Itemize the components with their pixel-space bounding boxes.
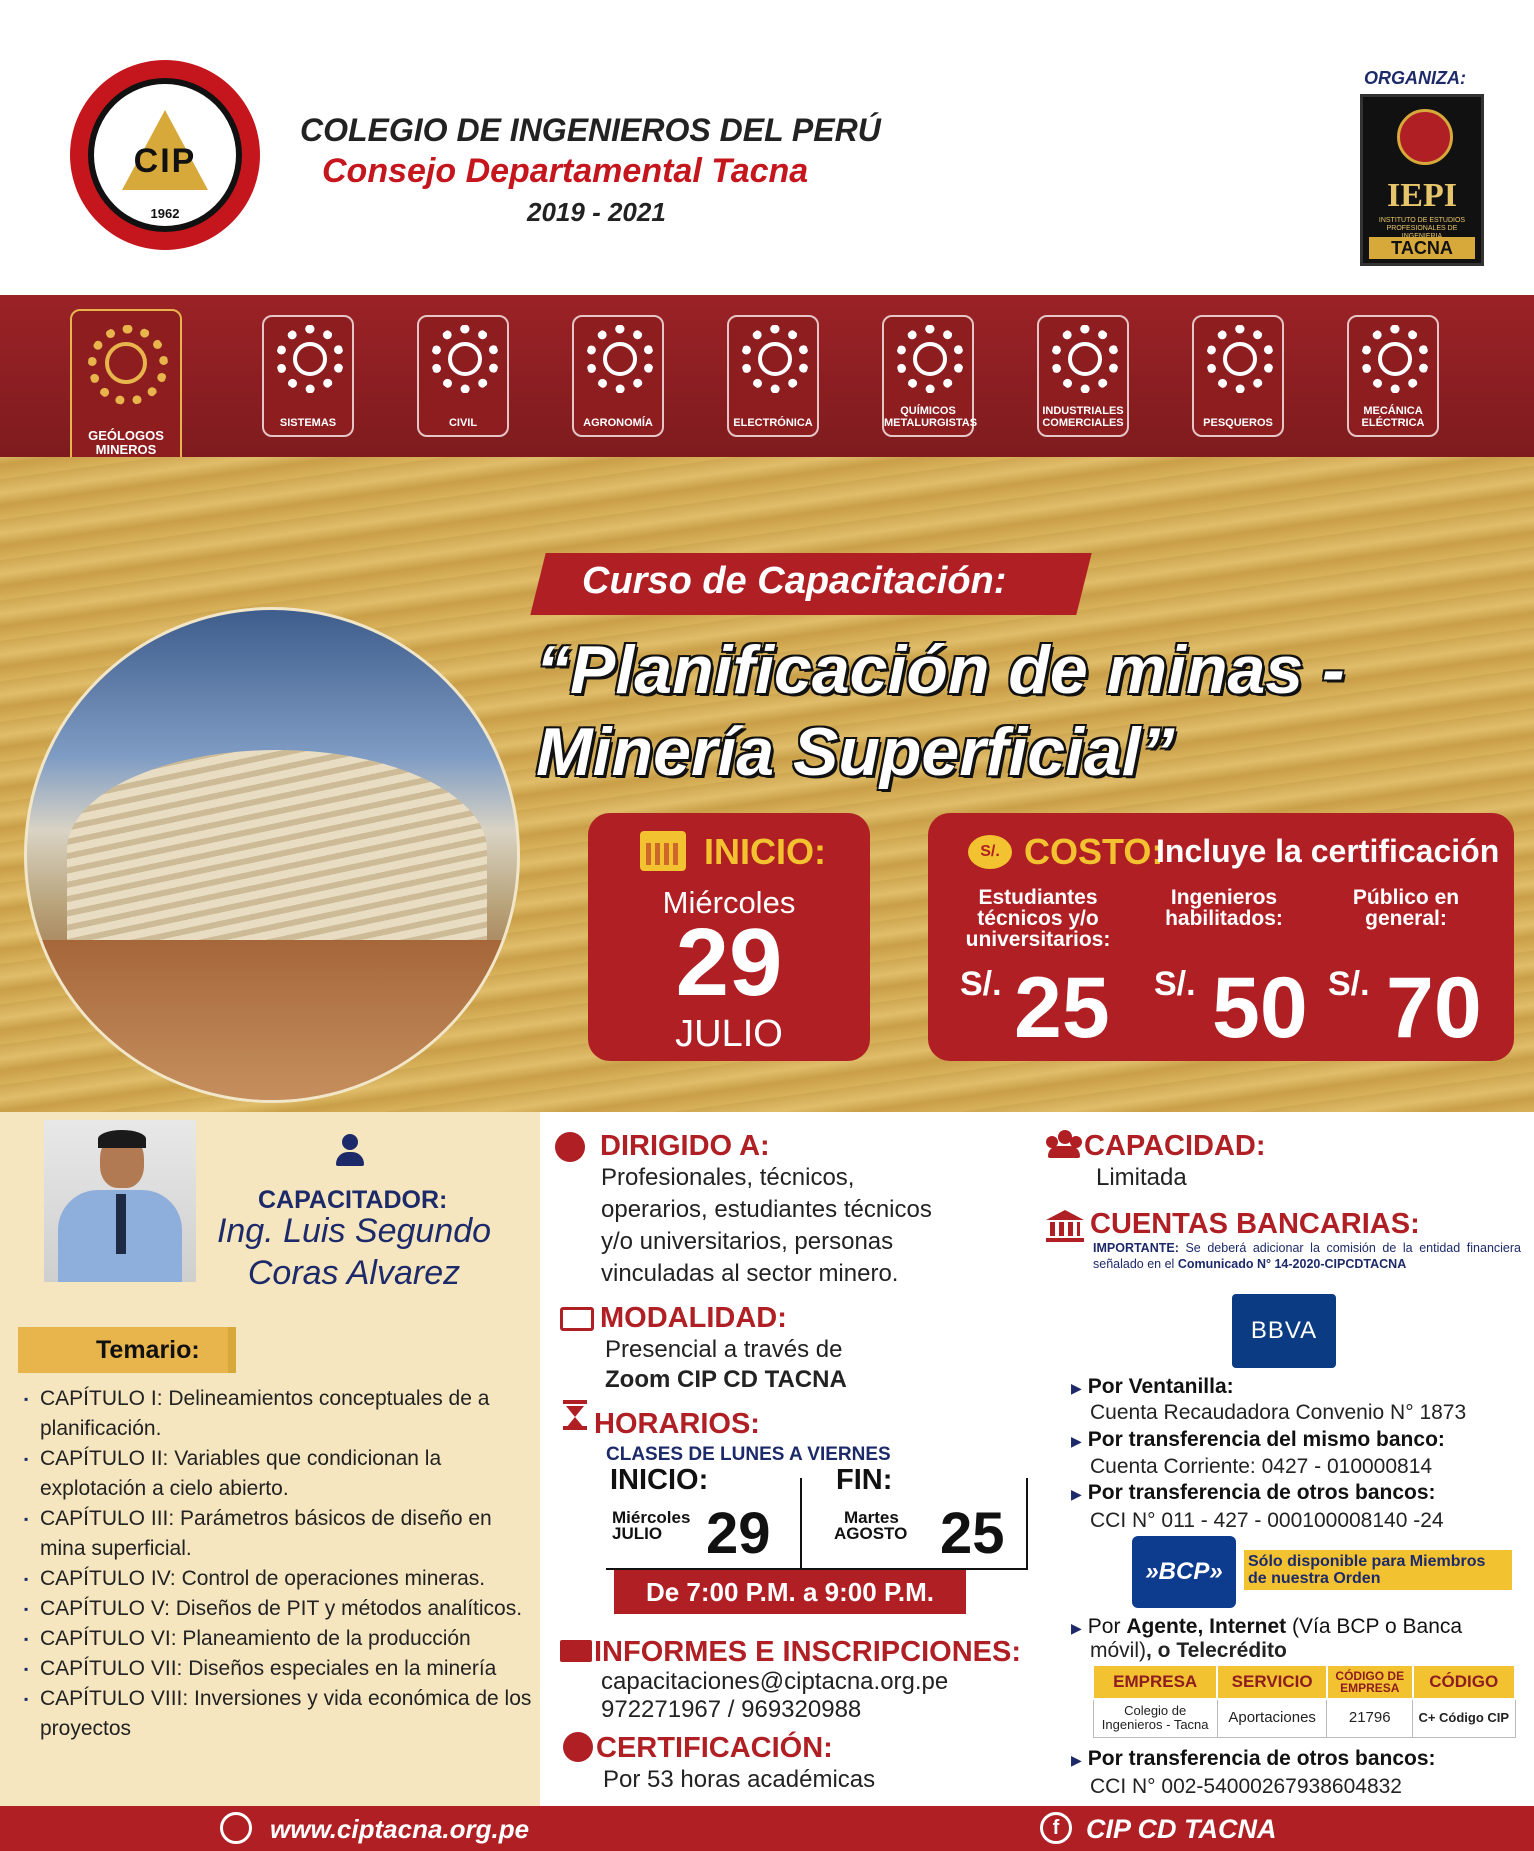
schedule-grid: [606, 1464, 1032, 1570]
price-students: [948, 886, 1128, 1056]
table-cell: C+ Código CIP: [1413, 1699, 1515, 1737]
cuentas-title: CUENTAS BANCARIAS:: [1090, 1208, 1420, 1240]
org-title: COLEGIO DE INGENIEROS DEL PERÚ: [300, 112, 881, 148]
org-subtitle: Consejo Departamental Tacna: [322, 152, 809, 190]
list-item: ▪ CAPÍTULO VI: Planeamiento de la producción: [24, 1624, 534, 1654]
course-title-line2: Minería Superficial”: [536, 714, 1175, 790]
horarios-subtitle: CLASES DE LUNES A VIERNES: [606, 1444, 891, 1465]
agente-line: [1071, 1614, 1462, 1641]
agente-line2-bold: , o Telecrédito: [1146, 1639, 1287, 1662]
informes-email[interactable]: capacitaciones@ciptacna.org.pe: [601, 1668, 949, 1695]
schedule-start-label: INICIO:: [610, 1464, 709, 1496]
org-years: 2019 - 2021: [527, 197, 666, 227]
price-audience-line: técnicos y/o: [977, 907, 1099, 930]
gear-icon: [1361, 325, 1429, 393]
start-date-weekday: Miércoles: [662, 885, 796, 920]
bank-line-label: Por Ventanilla:: [1087, 1375, 1234, 1398]
hero-section: [0, 457, 1534, 1112]
trainer-name: [204, 1210, 504, 1294]
otros-bancos-value: CCI N° 011 - 427 - 000100008140 -24: [1090, 1509, 1444, 1532]
triangle-bullet-icon: ▶: [1071, 1380, 1082, 1396]
agente-post: (Vía BCP o Banca: [1292, 1615, 1463, 1638]
table-cell: Aportaciones: [1217, 1699, 1327, 1737]
price-audience-line: general:: [1365, 907, 1447, 930]
bank-icon: [1046, 1210, 1084, 1242]
cost-box: [928, 813, 1514, 1061]
dirigido-text: [601, 1162, 932, 1290]
start-date-month: JULIO: [675, 1013, 783, 1055]
specialty-label: AGRONOMÍA: [583, 417, 653, 429]
globe-icon: [220, 1812, 252, 1844]
table-header: EMPRESA: [1093, 1665, 1217, 1699]
gear-icon: [741, 325, 809, 393]
dirigido-line: Profesionales, técnicos,: [601, 1164, 855, 1191]
iepi-name: IEPI: [1387, 177, 1457, 214]
important-note: [1093, 1240, 1521, 1272]
group-icon: [1046, 1130, 1082, 1158]
coins-icon: S/.: [968, 835, 1012, 869]
otros-bancos2-label: [1071, 1746, 1436, 1773]
triangle-bullet-icon: ▶: [1071, 1620, 1082, 1636]
website-link[interactable]: www.ciptacna.org.pe: [270, 1814, 530, 1844]
bbva-logo: BBVA: [1232, 1294, 1336, 1368]
cost-heading: COSTO:: [1024, 831, 1164, 872]
specialty-geologos-mineros: [70, 309, 182, 469]
bcp-note: Sólo disponible para Miembros de nuestra Orden: [1244, 1550, 1512, 1590]
specialty-label: ELECTRÓNICA: [733, 417, 813, 429]
specialty-quimicos-metalurgistas: [882, 315, 978, 437]
gear-icon: [896, 325, 964, 393]
price-audience-line: habilitados:: [1165, 907, 1283, 930]
gear-icon: [88, 325, 168, 405]
open-pit-mine-photo: [24, 607, 520, 1103]
schedule-start-month: JULIO: [612, 1524, 663, 1543]
otros-bancos-label: [1071, 1480, 1436, 1507]
bank-line-label: Por transferencia del mismo banco:: [1087, 1428, 1445, 1451]
hourglass-icon: [563, 1400, 587, 1430]
price-audience-line: Estudiantes: [978, 886, 1098, 909]
gear-icon: [586, 325, 654, 393]
agente-pre: Por: [1087, 1615, 1121, 1638]
price-currency: S/.: [1154, 965, 1196, 1003]
trainer-role: CAPACITADOR:: [258, 1186, 448, 1214]
modalidad-title: MODALIDAD:: [600, 1302, 787, 1334]
specialty-sistemas: [262, 315, 354, 437]
organiza-label: ORGANIZA:: [1364, 68, 1466, 88]
specialty-label: PESQUEROS: [1203, 417, 1273, 429]
gear-icon: [431, 325, 499, 393]
list-item: ▪ CAPÍTULO VII: Diseños especiales en la minería: [24, 1654, 534, 1684]
schedule-start-weekday: Miércoles: [612, 1508, 691, 1527]
table-header: CÓDIGO DE EMPRESA: [1327, 1665, 1413, 1699]
mismo-banco-label: [1071, 1427, 1445, 1454]
list-item: ▪ CAPÍTULO I: Delineamientos conceptuales de a planificación.: [24, 1384, 534, 1444]
table-row: [1093, 1699, 1515, 1737]
modalidad-line2: Zoom CIP CD TACNA: [605, 1366, 847, 1393]
temario-list: [24, 1384, 534, 1744]
dirigido-line: operarios, estudiantes técnicos: [601, 1196, 932, 1223]
price-engineers: [1134, 886, 1314, 1056]
start-date-number: 29: [675, 909, 783, 1016]
specialty-industriales-comerciales: [1037, 315, 1129, 437]
iepi-full-name: INSTITUTO DE ESTUDIOS PROFESIONALES DE: [1378, 217, 1466, 232]
triangle-bullet-icon: ▶: [1071, 1752, 1082, 1768]
trainer-name-line1: Ing. Luis Segundo: [216, 1212, 492, 1250]
specialties-band: [0, 295, 1534, 457]
list-item: ▪ CAPÍTULO II: Variables que condicionan la explotación a cielo abierto.: [24, 1444, 534, 1504]
schedule-end-number: 25: [940, 1501, 1005, 1566]
agente-bold: Agente, Internet: [1126, 1615, 1287, 1638]
certificacion-text: Por 53 horas académicas: [603, 1766, 876, 1793]
triangle-bullet-icon: ▶: [1071, 1433, 1082, 1449]
dirigido-line: y/o universitarios, personas: [601, 1228, 894, 1255]
bank-line-label: Por transferencia de otros bancos:: [1087, 1747, 1436, 1770]
informes-title: INFORMES E INSCRIPCIONES:: [594, 1636, 1021, 1668]
ventanilla-value: Cuenta Recaudadora Convenio N° 1873: [1090, 1401, 1467, 1424]
envelope-icon: [560, 1640, 592, 1662]
person-icon: [555, 1132, 585, 1162]
cip-logo-year: 1962: [150, 206, 180, 221]
course-label: Curso de Capacitación:: [582, 560, 1007, 602]
agente-line2: [1090, 1638, 1287, 1664]
course-title: [536, 629, 1345, 793]
schedule-hours: De 7:00 P.M. a 9:00 P.M.: [614, 1570, 966, 1614]
specialty-pesqueros: [1192, 315, 1284, 437]
specialty-label: CIVIL: [448, 417, 478, 429]
table-header-row: [1093, 1665, 1515, 1699]
agente-line2-pre: móvil): [1090, 1639, 1146, 1662]
price-audience-line: universitarios:: [965, 928, 1111, 951]
important-note-reference: Comunicado N° 14-2020-CIPCDTACNA: [1177, 1257, 1407, 1271]
certificacion-title: CERTIFICACIÓN:: [596, 1732, 833, 1764]
list-item: ▪ CAPÍTULO VIII: Inversiones y vida económica de los proyectos: [24, 1684, 534, 1744]
schedule-start-cell: [606, 1464, 802, 1570]
gear-icon: [276, 325, 344, 393]
schedule-end-label: FIN:: [836, 1464, 893, 1496]
price-audience-line: Ingenieros: [1170, 886, 1278, 909]
monitor-icon: [560, 1307, 594, 1331]
gear-icon: [1051, 325, 1119, 393]
mismo-banco-value: Cuenta Corriente: 0427 - 010000814: [1090, 1455, 1433, 1478]
specialty-label: MECÁNICA ELÉCTRICA: [1361, 405, 1425, 429]
cost-includes: Incluye la certificación: [1156, 833, 1500, 869]
dirigido-title: DIRIGIDO A:: [600, 1130, 770, 1162]
specialty-label: SISTEMAS: [279, 417, 337, 429]
calendar-icon: [640, 831, 686, 871]
specialty-mecanica-electrica: [1347, 315, 1439, 437]
specialty-agronomia: [572, 315, 664, 437]
price-public: [1316, 886, 1496, 1056]
iepi-city: TACNA: [1369, 237, 1475, 259]
triangle-bullet-icon: ▶: [1071, 1486, 1082, 1502]
price-currency: S/.: [1328, 965, 1370, 1003]
gear-icon: [1206, 325, 1274, 393]
iepi-logo: [1360, 94, 1484, 266]
schedule-end-cell: [802, 1464, 1028, 1570]
informes-phones: 972271967 / 969320988: [601, 1696, 862, 1723]
capacidad-text: Limitada: [1096, 1164, 1187, 1191]
trainer-icon: [334, 1134, 364, 1170]
cip-logo: [70, 60, 260, 250]
table-header: SERVICIO: [1217, 1665, 1327, 1699]
specialty-label: QUÍMICOS METALURGISTAS: [884, 405, 978, 429]
dirigido-line: vinculadas al sector minero.: [601, 1260, 899, 1287]
trainer-photo: [44, 1120, 196, 1282]
trainer-name-line2: Coras Alvarez: [247, 1254, 461, 1292]
bcp-logo: »BCP»: [1132, 1536, 1236, 1608]
schedule-end-weekday: Martes: [844, 1508, 899, 1527]
otros-bancos2-value: CCI N° 002-54000267938604832: [1090, 1775, 1402, 1798]
start-date-heading: INICIO:: [704, 831, 826, 872]
course-title-line1: “Planificación de minas -: [536, 632, 1345, 708]
horarios-title: HORARIOS:: [594, 1408, 760, 1440]
capacidad-title: CAPACIDAD:: [1084, 1130, 1266, 1162]
temario-label: Temario:: [96, 1336, 200, 1364]
schedule-end-month: AGOSTO: [834, 1524, 908, 1543]
price-amount: 25: [1014, 960, 1110, 1056]
telecredito-table: [1092, 1664, 1516, 1738]
certificate-badge-icon: [563, 1732, 593, 1762]
modalidad-line1: Presencial a través de: [605, 1336, 843, 1363]
list-item: ▪ CAPÍTULO V: Diseños de PIT y métodos analíticos.: [24, 1594, 534, 1624]
ventanilla-label: [1071, 1374, 1234, 1401]
list-item: ▪ CAPÍTULO IV: Control de operaciones mineras.: [24, 1564, 534, 1594]
price-amount: 70: [1386, 960, 1482, 1056]
specialty-civil: [417, 315, 509, 437]
table-cell: 21796: [1327, 1699, 1413, 1737]
specialty-electronica: [727, 315, 819, 437]
facebook-link[interactable]: CIP CD TACNA: [1086, 1814, 1277, 1844]
important-note-text: Se deberá adicionar la comisión de la entidad financiera señalado en el: [1093, 1241, 1521, 1271]
price-amount: 50: [1212, 960, 1308, 1056]
table-cell: Colegio de Ingenieros - Tacna: [1093, 1699, 1217, 1737]
iepi-emblem-icon: [1397, 109, 1453, 165]
important-note-label: IMPORTANTE:: [1093, 1241, 1179, 1255]
specialty-label: GEÓLOGOS MINEROS: [88, 428, 164, 457]
list-item: ▪ CAPÍTULO III: Parámetros básicos de diseño en mina superficial.: [24, 1504, 534, 1564]
specialty-label: INDUSTRIALES COMERCIALES: [1042, 405, 1124, 429]
bank-line-label: Por transferencia de otros bancos:: [1087, 1481, 1436, 1504]
schedule-start-number: 29: [706, 1501, 771, 1566]
cip-logo-initials: CIP: [133, 142, 197, 180]
price-audience-line: Público en: [1352, 886, 1460, 909]
facebook-icon: f: [1040, 1812, 1072, 1844]
price-currency: S/.: [960, 965, 1002, 1003]
start-date-box: [588, 813, 870, 1061]
table-header: CÓDIGO: [1413, 1665, 1515, 1699]
